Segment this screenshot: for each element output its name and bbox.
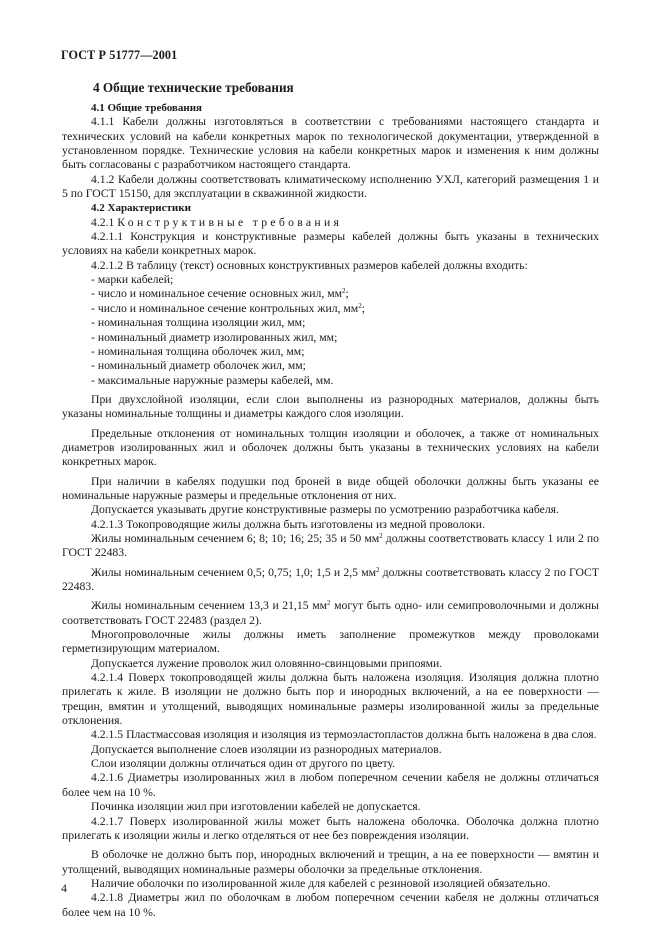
paragraph: Жилы номинальным сечением 13,3 и 21,15 $мм^2$ могут быть одно- или семипроволочными и должны соответствовать ГОСТ 22483 (раздел 2). <box>62 599 599 627</box>
list-item: - число и номинальное сечение контрольных жил, $мм^2$; <box>91 301 365 315</box>
paragraph: Жилы номинальным сечением 6; 8; 10; 16; 25; 35 и 50 $мм^2$ должны соответствовать классу 1 или 2 по ГОСТ 22483. <box>62 531 599 560</box>
page-number: 4 <box>61 881 67 895</box>
list-item: - номинальный диаметр изолированных жил, мм; <box>91 330 338 344</box>
paragraph-4-2-1-7: 4.2.1.7 Поверх изолированной жилы может быть наложена оболочка. Оболочка должна плотно прилегать к изоляции жилы и легко отделяться от нее без повреждения изоляции. <box>62 814 599 842</box>
paragraph-4-2-1-6: 4.2.1.6 Диаметры изолированных жил в любом поперечном сечении кабеля не должны отличаться более чем на 10 %. <box>62 771 599 799</box>
clause-number: 4.2.1 <box>91 215 115 229</box>
paragraph-4-1-1: 4.1.1 Кабели должны изготовляться в соответствии с требованиями настоящего стандарта и технических условий на кабели конкретных марок по технологической документации, утвержденной в установленном порядке. Технические условия на кабели конкретных марок и изменения к ним должны быть согласованы с разработчиком настоящего стандарта. <box>62 115 599 172</box>
paragraph: При двухслойной изоляции, если слои выполнены из разнородных материалов, должны быть указаны номинальные толщины и диаметры каждого слоя изоляции. <box>62 392 599 421</box>
paragraph-4-2-1-8: 4.2.1.8 Диаметры жил по оболочкам в любом поперечном сечении кабеля не должны отличаться более чем на 10 %. <box>62 891 599 919</box>
subsection-title-4-1: 4.1 Общие требования <box>91 102 202 114</box>
paragraph: Наличие оболочки по изолированной жиле для кабелей с резиновой изоляцией обязательно. <box>91 876 551 890</box>
paragraph: Предельные отклонения от номинальных толщин изоляции и оболочек, а также от номинальных диаметров изолированных жил и оболочек должны быть указаны в технических условиях на кабели конкретных марок. <box>62 426 599 469</box>
list-item: - номинальная толщина изоляции жил, мм; <box>91 316 306 330</box>
document-body <box>62 80 599 920</box>
list-item: - номинальная толщина оболочек жил, мм; <box>91 344 305 358</box>
list-item: - число и номинальное сечение основных жил, $мм^2$; <box>91 287 349 301</box>
paragraph: Допускается лужение проволок жил оловянно-свинцовыми припоями. <box>91 656 443 670</box>
list-item: - номинальный диаметр оболочек жил, мм; <box>91 359 306 373</box>
list-item: - максимальные наружные размеры кабелей, мм. <box>91 373 334 387</box>
paragraph-4-2-1-4: 4.2.1.4 Поверх токопроводящей жилы должна быть наложена изоляция. Изоляция должна плотно прилегать к жиле. В изоляции не должно быть пор и инородных включений, а на ее поверхности — трещин, вмятин и утолщений, выводящих номинальные размеры изолированной жилы за предельные отклонения. <box>62 671 599 728</box>
paragraph-4-2-1-5: 4.2.1.5 Пластмассовая изоляция и изоляция из термоэластопластов должна быть наложена в два слоя. <box>91 728 597 742</box>
section-title: 4 Общие технические требования <box>93 80 294 95</box>
subsection-title-4-2: 4.2 Характеристики <box>91 202 191 215</box>
paragraph-4-2-1-2: 4.2.1.2 В таблицу (текст) основных конструктивных размеров кабелей должны входить: <box>91 258 528 272</box>
spaced-heading: Конструктивные требования <box>117 215 343 229</box>
paragraph: Многопроволочные жилы должны иметь заполнение промежутков между проволоками герметизирующим материалом. <box>62 628 599 656</box>
document-header: ГОСТ Р 51777—2001 <box>61 48 178 62</box>
paragraph-4-1-2: 4.1.2 Кабели должны соответствовать климатическому исполнению УХЛ, категорий размещения 1 и 5 по ГОСТ 15150, для эксплуатации в скважинной жидкости. <box>62 172 599 201</box>
paragraph: Допускается указывать другие конструктивные размеры по усмотрению разработчика кабеля. <box>91 503 559 517</box>
paragraph: Допускается выполнение слоев изоляции из разнородных материалов. <box>91 742 442 756</box>
paragraph-4-2-1-1: 4.2.1.1 Конструкция и конструктивные размеры кабелей должны быть указаны в технических условиях на кабели конкретных марок. <box>62 230 599 258</box>
paragraph: Починка изоляции жил при изготовлении кабелей не допускается. <box>91 800 421 814</box>
paragraph-4-2-1 <box>62 216 599 230</box>
list-item: - марки кабелей; <box>91 273 174 287</box>
paragraph-4-2-1-3: 4.2.1.3 Токопроводящие жилы должна быть изготовлены из медной проволоки. <box>91 517 485 531</box>
paragraph: В оболочке не должно быть пор, инородных включений и трещин, а на ее поверхности — вмятин и утолщений, выводящих номинальные размеры оболочки за предельные отклонения. <box>62 848 599 876</box>
paragraph: При наличии в кабелях подушки под броней в виде общей оболочки должны быть указаны ее номинальные наружные размеры и предельные отклонения от них. <box>62 474 599 502</box>
paragraph: Жилы номинальным сечением 0,5; 0,75; 1,0; 1,5 и 2,5 $мм^2$ должны соответствовать классу 2 по ГОСТ 22483. <box>62 565 599 593</box>
paragraph: Слои изоляции должны отличаться один от другого по цвету. <box>91 757 396 771</box>
